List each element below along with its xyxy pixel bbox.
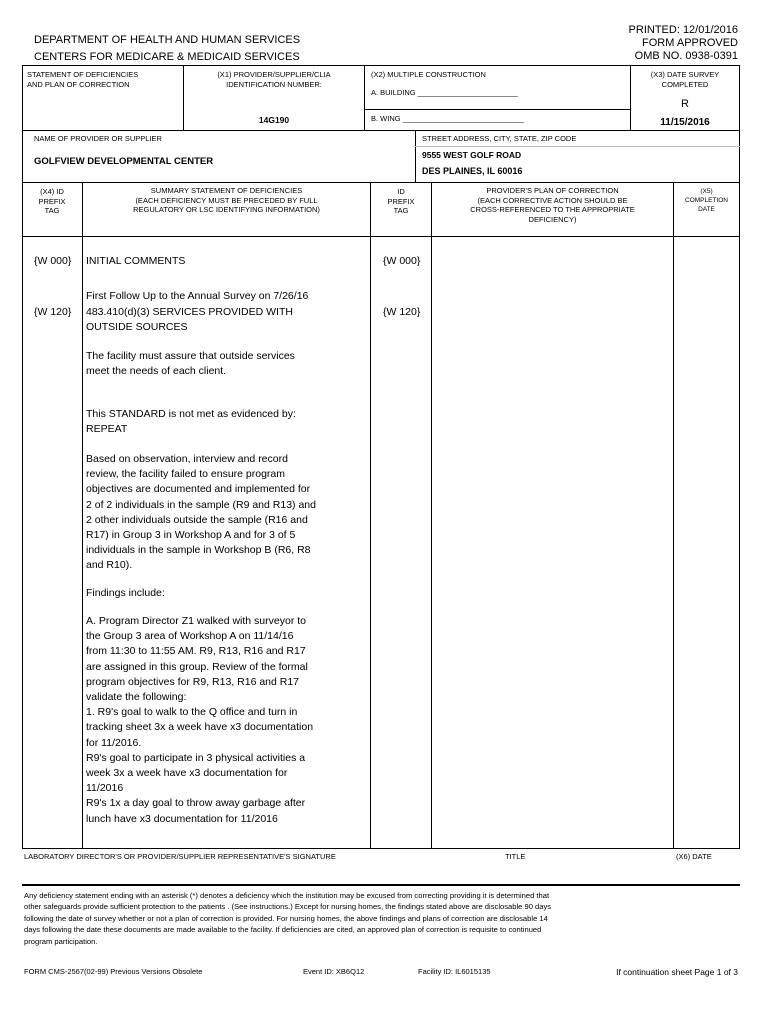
form-approval-block	[538, 24, 738, 63]
date-label: (X6) DATE	[676, 852, 712, 861]
title-label: TITLE	[505, 852, 526, 861]
tag-w120-left: {W 120}	[34, 306, 72, 318]
disclaimer: Any deficiency statement ending with an asterisk (*) denotes a deficiency which the institution may be excused from correcting providing it is determined that other safeguards provide sufficient protection to the patients . (See instructions.) Except for nursing homes, the findings stated above are disclosable 90 days following the date of survey whether or not a plan of correction is provided. For nursing homes, the above findings and plans of correction are disclosable 14 days following the date these documents are made available to the facility. If deficiencies are cited, an approved plan of correction is requisite to continued program participation.	[24, 891, 552, 946]
divider	[415, 146, 740, 147]
tag-w000-left: {W 000}	[34, 255, 72, 267]
initial-comments: INITIAL COMMENTS	[86, 255, 186, 267]
tag-w120-right: {W 120}	[383, 306, 421, 318]
divider	[364, 109, 630, 110]
x3-label: (X3) DATE SURVEY COMPLETED	[650, 70, 720, 89]
agency-line-1: DEPARTMENT OF HEALTH AND HUMAN SERVICES	[34, 34, 301, 46]
wing-field: B. WING _____________________________	[371, 114, 524, 123]
event-id: Event ID: XB6Q12	[303, 967, 365, 976]
building-field: A. BUILDING ________________________	[371, 88, 518, 97]
x5-header: (X5) COMPLETION DATE	[685, 188, 728, 213]
divider	[364, 65, 365, 130]
form-number: FORM CMS-2567(02-99) Previous Versions Obsolete	[24, 967, 203, 976]
divider	[370, 182, 371, 848]
assurance-text: The facility must assure that outside services meet the needs of each client.	[86, 350, 295, 378]
tag-w000-right: {W 000}	[383, 255, 421, 267]
standard-not-met: This STANDARD is not met as evidenced by: REPEAT	[86, 408, 296, 436]
x4-header: (X4) ID PREFIX TAG	[38, 187, 66, 215]
x1-label: (X1) PROVIDER/SUPPLIER/CLIA IDENTIFICATION NUMBER:	[217, 70, 331, 89]
statement-label: STATEMENT OF DEFICIENCIES AND PLAN OF CORRECTION	[27, 70, 139, 89]
x2-label: (X2) MULTIPLE CONSTRUCTION	[371, 70, 486, 79]
divider	[22, 236, 740, 237]
divider	[431, 182, 432, 848]
provider-name-label: NAME OF PROVIDER OR SUPPLIER	[34, 134, 162, 143]
divider	[22, 130, 740, 131]
divider	[22, 182, 740, 183]
finding-a-paragraph: A. Program Director Z1 walked with surveyor to the Group 3 area of Workshop A on 11/14/16 from 11:30 to 11:55 AM. R9, R13, R16 and R17 are assigned in this group. Review of the formal program objectives for R9, R13, R16 and R17 validate the following: 1. R9's goal to walk to the Q office and turn in tracking sheet 3x a week have x3 documentation for 11/2016. R9's goal to participate in 3 physical activities a week 3x a week have x3 documentation for 11/2016 R9's 1x a day goal to throw away garbage after lunch have x3 documentation for 11/2016	[86, 615, 314, 825]
provider-id-number: 14G190	[258, 115, 290, 125]
based-on-paragraph: Based on observation, interview and record review, the facility failed to ensure program objectives are documented and implemented for 2 of 2 individuals in the sample (R9 and R13) and 2 other individuals outside the sample (R16 and R17) in Group 3 in Workshop A and for 3 of 5 individuals in the sample in Workshop B (R6, R8 and R10).	[86, 453, 316, 572]
omb-number: OMB NO. 0938-0391	[634, 50, 738, 62]
divider	[22, 848, 740, 849]
facility-id: Facility ID: IL6015135	[418, 967, 491, 976]
regulation-title: 483.410(d)(3) SERVICES PROVIDED WITH OUTSIDE SOURCES	[86, 306, 293, 334]
page-indicator: If continuation sheet Page 1 of 3	[616, 967, 738, 977]
form-approved: FORM APPROVED	[642, 37, 738, 49]
agency-line-2: CENTERS FOR MEDICARE & MEDICAID SERVICES	[34, 51, 300, 63]
signature-label: LABORATORY DIRECTOR'S OR PROVIDER/SUPPLIER REPRESENTATIVE'S SIGNATURE	[24, 852, 336, 861]
findings-include: Findings include:	[86, 587, 165, 599]
divider	[673, 182, 674, 848]
address-label: STREET ADDRESS, CITY, STATE, ZIP CODE	[422, 134, 577, 143]
provider-name: GOLFVIEW DEVELOPMENTAL CENTER	[34, 156, 214, 167]
plan-header: PROVIDER'S PLAN OF CORRECTION (EACH CORRECTIVE ACTION SHOULD BE CROSS-REFERENCED TO THE APPROPRIATE DEFICIENCY)	[470, 186, 635, 224]
divider	[82, 182, 83, 848]
survey-code: R	[681, 98, 689, 110]
id-prefix-header: ID PREFIX TAG	[387, 187, 415, 215]
summary-header: SUMMARY STATEMENT OF DEFICIENCIES (EACH DEFICIENCY MUST BE PRECEDED BY FULL REGULATORY OR LSC IDENTIFYING INFORMATION)	[133, 186, 320, 214]
follow-up-note: First Follow Up to the Annual Survey on 7/26/16	[86, 290, 309, 302]
frame-top	[22, 65, 740, 66]
divider	[415, 130, 416, 182]
street-address: 9555 WEST GOLF ROAD	[422, 150, 522, 160]
city-state-zip: DES PLAINES, IL 60016	[422, 166, 523, 176]
printed-date: PRINTED: 12/01/2016	[628, 24, 738, 36]
divider	[22, 884, 740, 886]
survey-date: 11/15/2016	[660, 117, 710, 128]
